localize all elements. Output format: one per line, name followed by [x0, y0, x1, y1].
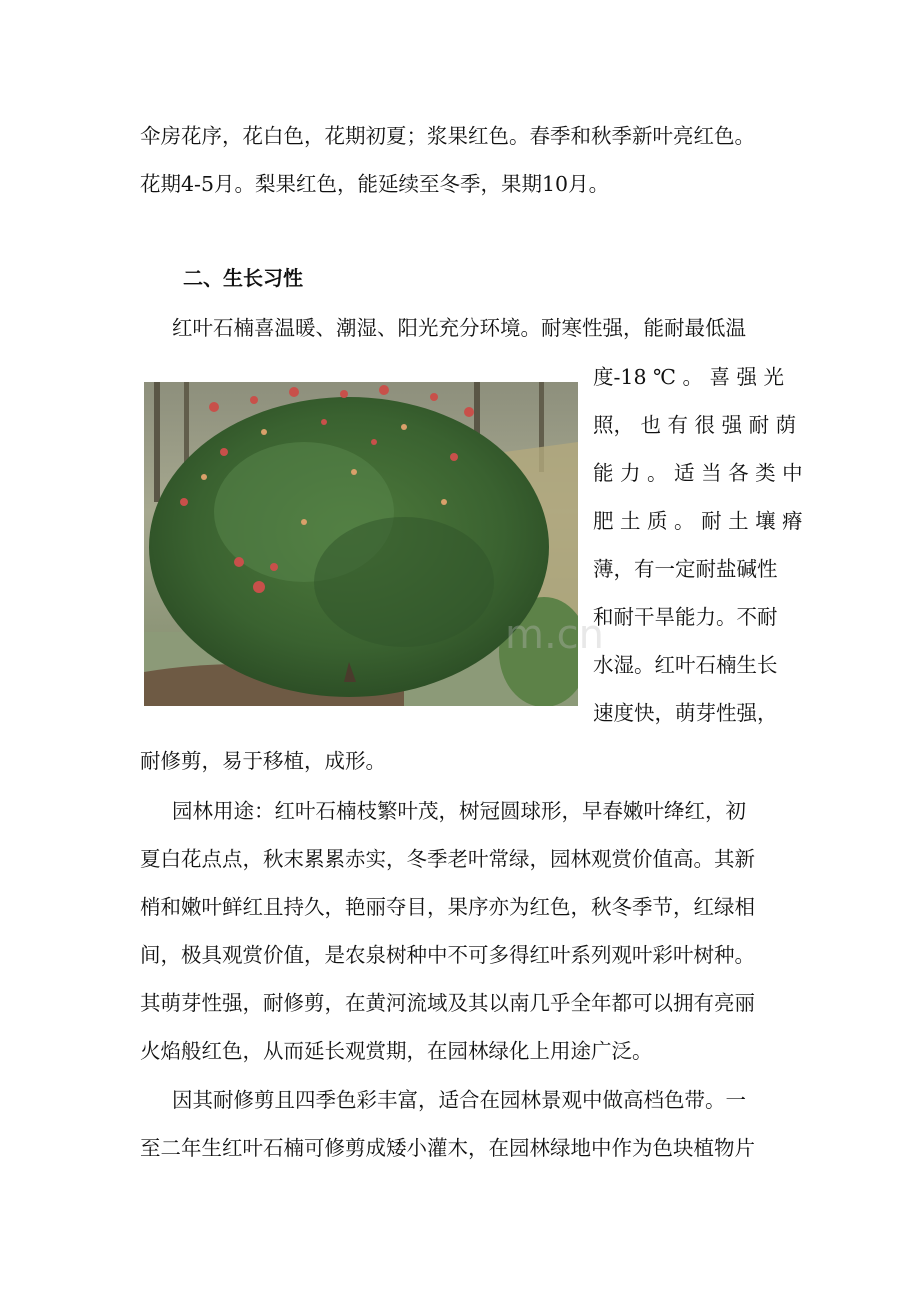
landscape-line: 梢和嫩叶鲜红且持久，艳丽夺目，果序亦为红色，秋冬季节，红绿相: [140, 895, 755, 919]
intro-line-2: 花期4-5月。梨果红色，能延续至冬季，果期10月。: [140, 172, 610, 196]
habit-last-line: 耐修剪，易于移植，成形。: [140, 749, 386, 773]
watermark: m.cn: [505, 612, 605, 658]
hedge-line: 因其耐修剪且四季色彩丰富，适合在园林景观中做高档色带。一: [172, 1088, 746, 1112]
habit-wrap-line: 速度快，萌芽性强，: [593, 701, 778, 725]
landscape-line: 夏白花点点，秋末累累赤实，冬季老叶常绿，园林观赏价值高。其新: [140, 847, 755, 871]
habit-wrap-line: 能 力 。 适 当 各 类 中: [593, 461, 803, 485]
landscape-line: 火焰般红色，从而延长观赏期，在园林绿化上用途广泛。: [140, 1039, 653, 1063]
habit-wrap-line: 照， 也 有 很 强 耐 荫: [593, 413, 797, 437]
landscape-line: 间，极具观赏价值，是农泉树种中不可多得红叶系列观叶彩叶树种。: [140, 943, 755, 967]
habit-wrap-line: 水湿。红叶石楠生长: [593, 653, 778, 677]
habit-wrap-line: 度-18 ℃ 。 喜 强 光: [593, 365, 785, 389]
habit-wrap-line: 和耐干旱能力。不耐: [593, 605, 778, 629]
habit-wrap-line: 薄，有一定耐盐碱性: [593, 557, 778, 581]
landscape-line: 园林用途：红叶石楠枝繁叶茂，树冠圆球形，早春嫩叶绛红，初: [172, 799, 746, 823]
habit-wrap-line: 肥 土 质 。 耐 土 壤 瘠: [593, 509, 803, 533]
habit-line-1: 红叶石楠喜温暖、潮湿、阳光充分环境。耐寒性强，能耐最低温: [172, 316, 746, 340]
hedge-line: 至二年生红叶石楠可修剪成矮小灌木，在园林绿地中作为色块植物片: [140, 1136, 755, 1160]
intro-line-1: 伞房花序，花白色，花期初夏；浆果红色。春季和秋季新叶亮红色。: [140, 124, 755, 148]
section-heading: 二、生长习性: [183, 266, 303, 290]
landscape-line: 其萌芽性强，耐修剪，在黄河流域及其以南几乎全年都可以拥有亮丽: [140, 991, 755, 1015]
